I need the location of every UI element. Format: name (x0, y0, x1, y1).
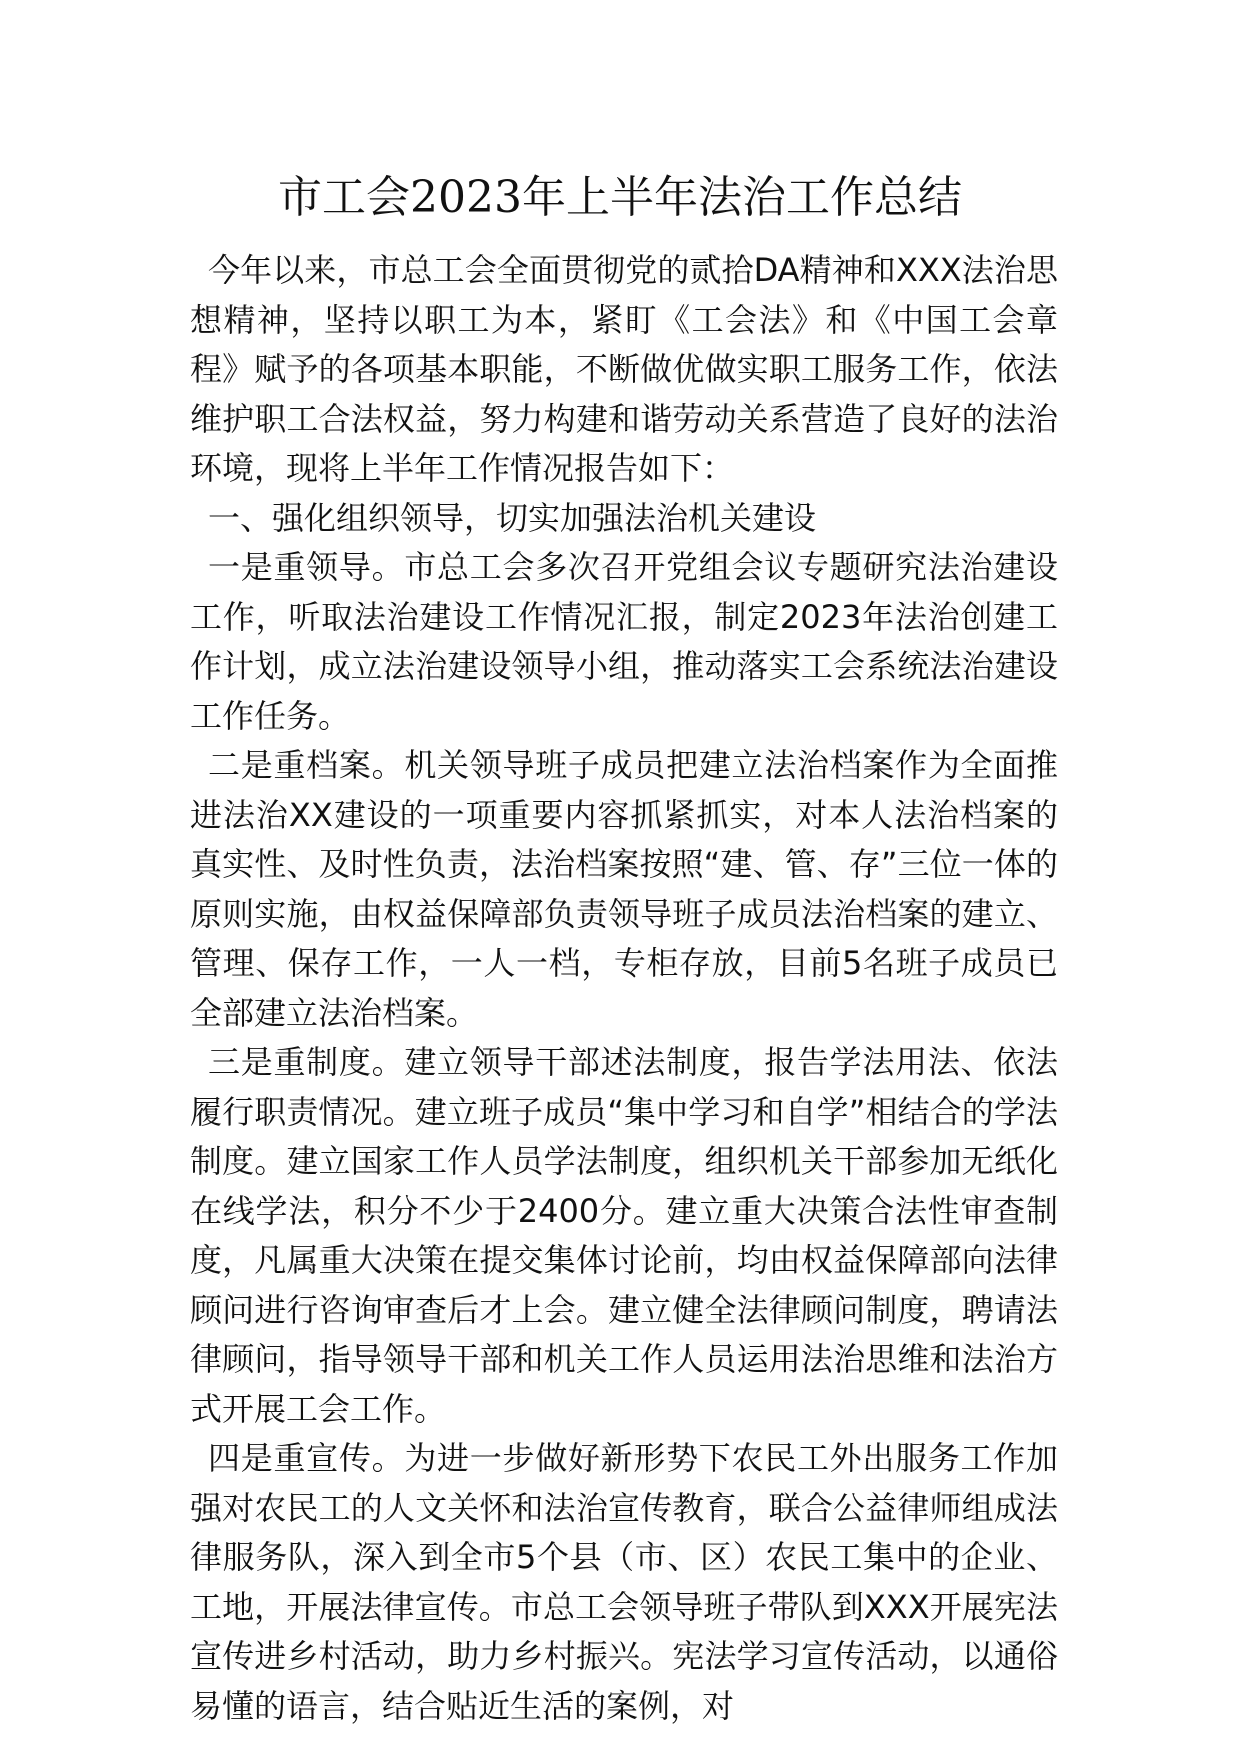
body-paragraph: 一是重领导。市总工会多次召开党组会议专题研究法治建设工作，听取法治建设工作情况汇报，制定2023年法治创建工作计划，成立法治建设领导小组，推动落实工会系统法治建设工作任务。 (190, 548, 1058, 735)
document-body (190, 246, 1058, 1731)
section-heading: 一、强化组织领导，切实加强法治机关建设 (208, 498, 817, 537)
body-paragraph: 四是重宣传。为进一步做好新形势下农民工外出服务工作加强对农民工的人文关怀和法治宣传教育，联合公益律师组成法律服务队，深入到全市5个县（市、区）农民工集中的企业、工地，开展法律宣传。市总工会领导班子带队到XXX开展宪法宣传进乡村活动，助力乡村振兴。宪法学习宣传活动，以通俗易懂的语言，结合贴近生活的案例，对 (190, 1439, 1058, 1725)
intro-paragraph: 今年以来，市总工会全面贯彻党的贰拾DA精神和XXX法治思想精神，坚持以职工为本，紧盯《工会法》和《中国工会章程》赋予的各项基本职能，不断做优做实职工服务工作，依法维护职工合法权益，努力构建和谐劳动关系营造了良好的法治环境，现将上半年工作情况报告如下： (190, 251, 1058, 487)
document-title: 市工会2023年上半年法治工作总结 (278, 172, 962, 223)
body-paragraph: 二是重档案。机关领导班子成员把建立法治档案作为全面推进法治XX建设的一项重要内容抓紧抓实，对本人法治档案的真实性、及时性负责，法治档案按照“建、管、存”三位一体的原则实施，由权益保障部负责领导班子成员法治档案的建立、管理、保存工作，一人一档，专柜存放，目前5名班子成员已全部建立法治档案。 (190, 746, 1058, 1032)
body-paragraph: 三是重制度。建立领导干部述法制度，报告学法用法、依法履行职责情况。建立班子成员“集中学习和自学”相结合的学法制度。建立国家工作人员学法制度，组织机关干部参加无纸化在线学法，积分不少于2400分。建立重大决策合法性审查制度，凡属重大决策在提交集体讨论前，均由权益保障部向法律顾问进行咨询审查后才上会。建立健全法律顾问制度，聘请法律顾问，指导领导干部和机关工作人员运用法治思维和法治方式开展工会工作。 (190, 1043, 1058, 1428)
